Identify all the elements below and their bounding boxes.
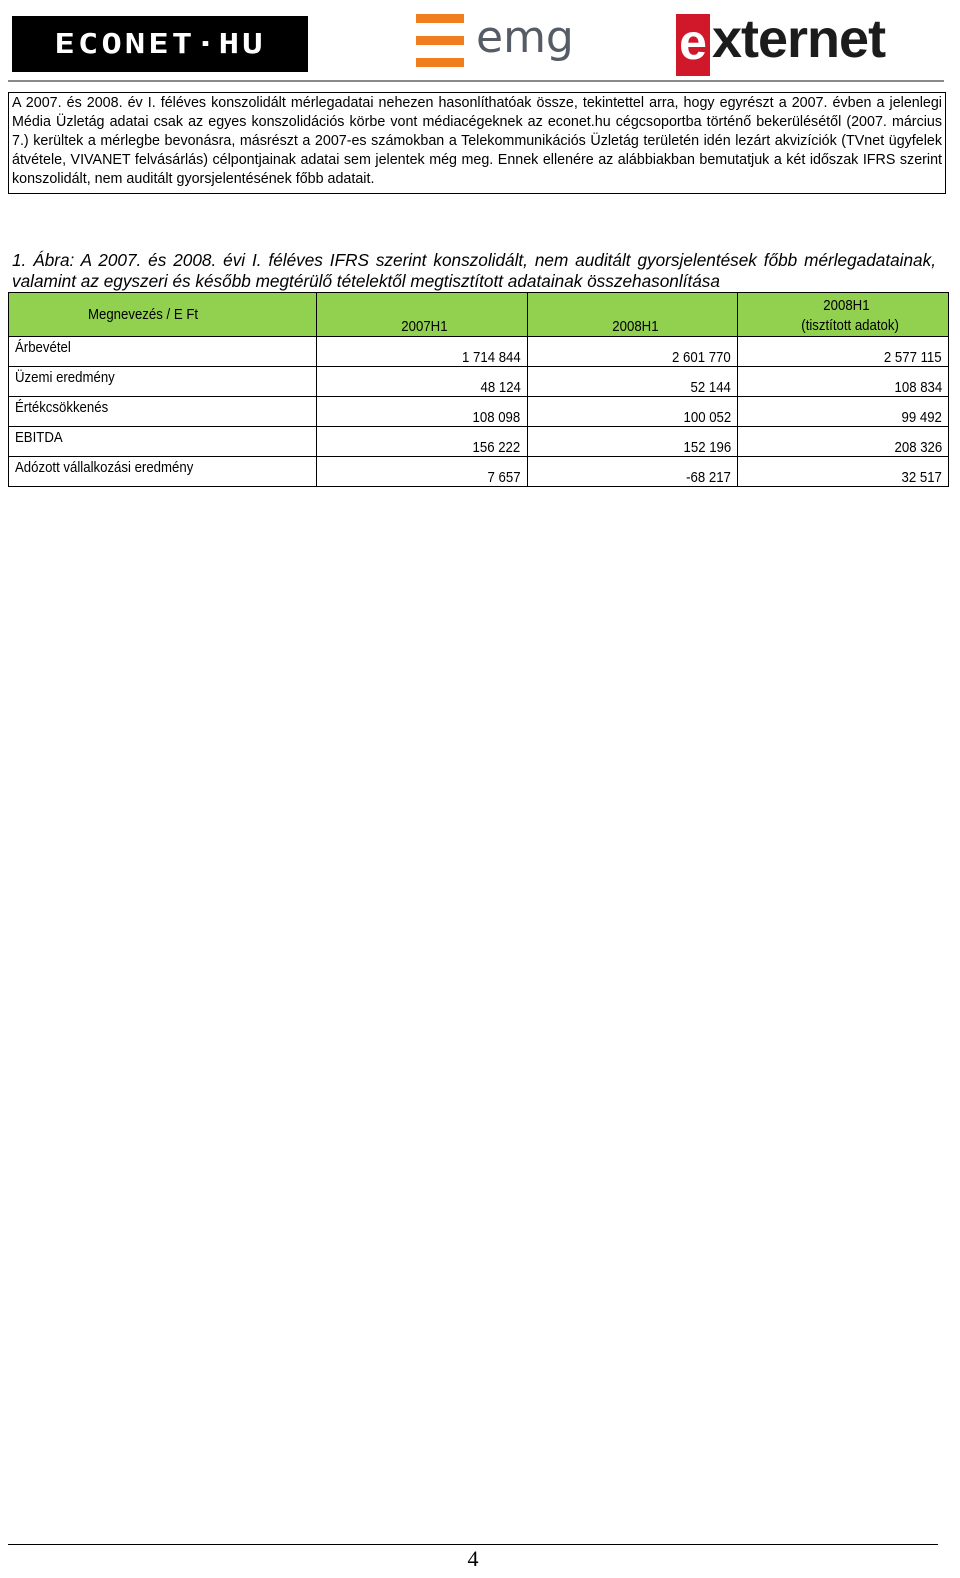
table-header-row [9,293,949,337]
column-header-2008h1: 2008H1 [527,293,738,337]
page-number: 4 [467,1546,479,1571]
column-header-name: Megnevezés / E Ft [9,293,317,337]
table-row [9,427,949,457]
financial-table [8,292,949,487]
row-label: EBITDA [9,427,317,457]
table-row [9,367,949,397]
cell-2007h1: 1 714 844 [316,337,527,367]
row-label: Üzemi eredmény [9,367,317,397]
cell-2008h1-clean: 2 577 115 [738,337,949,367]
table-row [9,397,949,427]
cell-2008h1-clean: 108 834 [738,367,949,397]
emg-logo [416,12,586,76]
cell-2008h1: 100 052 [527,397,738,427]
row-label: Adózott vállalkozási eredmény [9,457,317,487]
cell-2007h1: 48 124 [316,367,527,397]
table-row [9,337,949,367]
header-divider [8,80,944,82]
column-header-2008h1-clean: 2008H1 (tisztított adatok) [738,293,949,337]
externet-logo-text: xternet [712,9,886,69]
econet-logo-text: ECONET·HU [54,28,266,60]
cell-2007h1: 108 098 [316,397,527,427]
figure-caption: 1. Ábra: A 2007. és 2008. évi I. féléves IFRS szerint konszolidált, nem auditált gyorsjelentések főbb mérlegadatainak, valamint az egyszeri és később megtérülő tételektől megtisztított adatainak összehasonlítása [12,250,936,291]
externet-logo-initial: e [679,14,707,70]
cell-2008h1: -68 217 [527,457,738,487]
econet-logo [12,16,308,72]
row-label: Értékcsökkenés [9,397,317,427]
footer-divider [8,1544,938,1545]
cell-2008h1: 2 601 770 [527,337,738,367]
row-label: Árbevétel [9,337,317,367]
cell-2007h1: 156 222 [316,427,527,457]
externet-logo [676,9,906,78]
cell-2008h1-clean: 208 326 [738,427,949,457]
emg-logo-text: emg [476,12,574,63]
cell-2008h1-clean: 99 492 [738,397,949,427]
externet-logo-mark [676,14,710,76]
cell-2008h1-clean: 32 517 [738,457,949,487]
cell-2007h1: 7 657 [316,457,527,487]
cell-2008h1: 52 144 [527,367,738,397]
intro-paragraph: A 2007. és 2008. év I. féléves konszolidált mérlegadatai nehezen hasonlíthatóak össze, tekintettel arra, hogy egyrészt a 2007. évben a jelenlegi Média Üzletág adatai csak az egyes konszolidációs körbe vont médiacégeknek az econet.hu cégcsoportba történő bekerülésétől (2007. március 7.) kerültek a mérlegbe bevonásra, másrészt a 2007-es számokban a Telekommunikációs Üzletág területén idén lezárt akvizíciók (TVnet ügyfelek átvétele, VIVANET felvásárlás) célpontjainak adatai sem jelentek még meg. Ennek ellenére az alábbiakban bemutatjuk a két időszak IFRS szerint konszolidált, nem auditált gyorsjelentésének főbb adatait. [8,92,946,194]
emg-logo-bars-icon [416,14,464,80]
cell-2008h1: 152 196 [527,427,738,457]
table-row [9,457,949,487]
column-header-2007h1: 2007H1 [316,293,527,337]
